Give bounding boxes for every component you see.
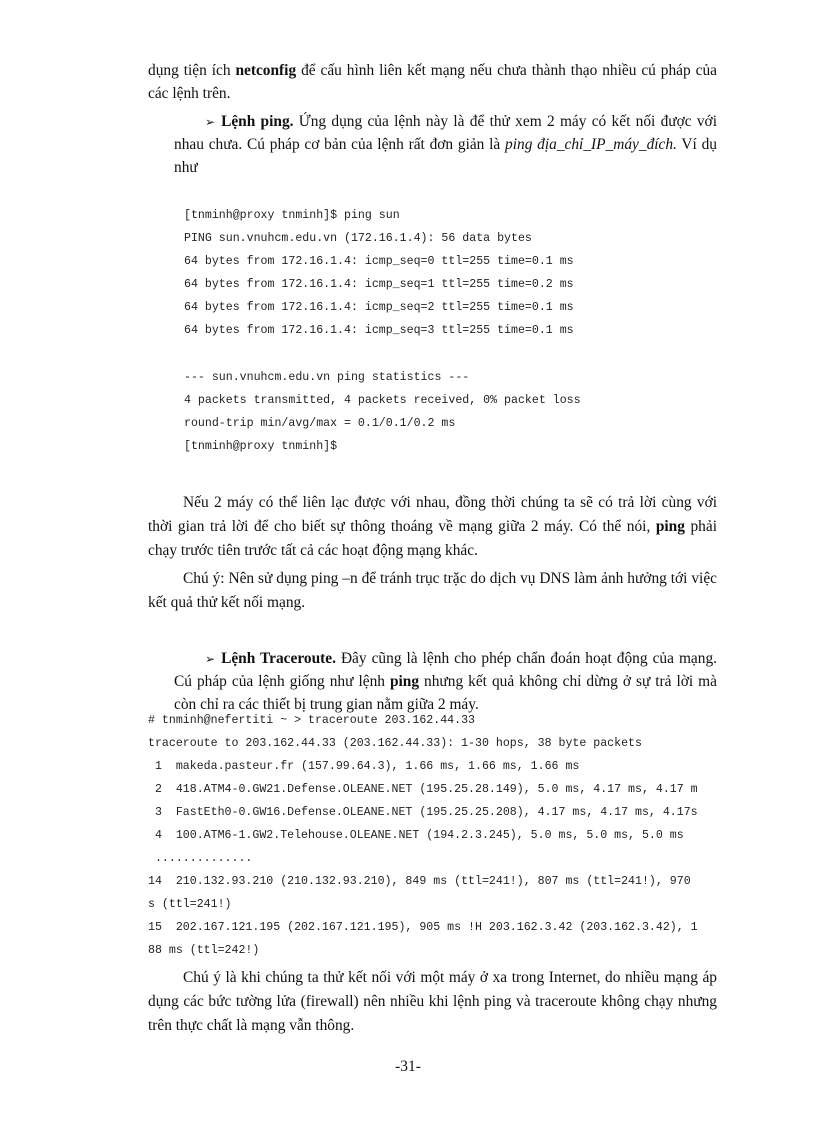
code-line: --- sun.vnuhcm.edu.vn ping statistics --- [184,371,470,384]
code-line: traceroute to 203.162.44.33 (203.162.44.33): 1-30 hops, 38 byte packets [148,737,642,750]
code-line: PING sun.vnuhcm.edu.vn (172.16.1.4): 56 data bytes [184,232,532,245]
arrow-bullet-icon: ➢ [205,115,216,129]
code-line: round-trip min/avg/max = 0.1/0.1/0.2 ms [184,417,456,430]
ping-heading-line: ➢ Lệnh ping. Ứng dụng của lệnh này là để thử xem 2 máy có kết nối được với [205,113,717,130]
note-line-2: kết quả thử kết nối mạng. [148,594,306,611]
intro-line-1: dụng tiện ích netconfig để cấu hình liên kết mạng nếu chưa thành thạo nhiều cú pháp của [148,62,717,79]
code-line: 64 bytes from 172.16.1.4: icmp_seq=2 ttl=255 time=0.1 ms [184,301,574,314]
code-line: [tnminh@proxy tnminh]$ ping sun [184,209,400,222]
code-line: s (ttl=241!) [148,898,232,911]
code-line: [tnminh@proxy tnminh]$ [184,440,338,453]
code-line: 3 FastEth0-0.GW16.Defense.OLEANE.NET (195.25.25.208), 4.17 ms, 4.17 ms, 4.17s [148,806,698,819]
code-line: 4 packets transmitted, 4 packets received, 0% packet loss [184,394,581,407]
code-line: 64 bytes from 172.16.1.4: icmp_seq=0 ttl=255 time=0.1 ms [184,255,574,268]
traceroute-title: Lệnh Traceroute. [221,650,336,667]
final-line-2: dụng các bức tường lửa (firewall) nên nhiều khi lệnh ping và traceroute không chạy nhưng [148,993,717,1010]
code-line: .............. [148,852,253,865]
code-line: # tnminh@nefertiti ~ > traceroute 203.162.44.33 [148,714,475,727]
code-line: 1 makeda.pasteur.fr (157.99.64.3), 1.66 ms, 1.66 ms, 1.66 ms [148,760,580,773]
traceroute-line-2: Cú pháp của lệnh giống như lệnh ping nhưng kết quả không chỉ dừng ở sự trả lời mà [174,673,717,690]
ping-term: ping [655,518,685,535]
ping-line-2: nhau chưa. Cú pháp cơ bản của lệnh rất đơn giản là ping địa_chỉ_IP_máy_đích. Ví dụ [174,136,717,153]
page-number: -31- [395,1058,421,1075]
para-ping-line-1: Nếu 2 máy có thể liên lạc được với nhau, đồng thời chúng ta sẽ có trả lời cùng với [183,494,717,511]
code-line: 64 bytes from 172.16.1.4: icmp_seq=1 ttl=255 time=0.2 ms [184,278,574,291]
final-line-1: Chú ý là khi chúng ta thử kết nối với một máy ở xa trong Internet, do nhiều mạng áp [183,969,717,986]
code-line: 15 202.167.121.195 (202.167.121.195), 905 ms !H 203.162.3.42 (203.162.3.42), 1 [148,921,698,934]
final-line-3: trên thực chất là mạng vẫn thông. [148,1017,355,1034]
para-ping-line-2: thời gian trả lời để cho biết sự thông thoáng về mạng giữa 2 máy. Có thể nói, ping phải [148,518,717,535]
ping-title: Lệnh ping. [221,113,294,130]
code-line: 4 100.ATM6-1.GW2.Telehouse.OLEANE.NET (194.2.3.245), 5.0 ms, 5.0 ms, 5.0 ms [148,829,684,842]
intro-line-2: các lệnh trên. [148,85,231,102]
note-line-1: Chú ý: Nên sử dụng ping –n để tránh trục trặc do dịch vụ DNS làm ảnh hưởng tới việc [183,570,717,587]
arrow-bullet-icon: ➢ [205,652,216,666]
ping-line-3: như [174,159,198,176]
code-line: 14 210.132.93.210 (210.132.93.210), 849 ms (ttl=241!), 807 ms (ttl=241!), 970 [148,875,691,888]
code-line: 88 ms (ttl=242!) [148,944,260,957]
code-line: 2 418.ATM4-0.GW21.Defense.OLEANE.NET (195.25.28.149), 5.0 ms, 4.17 ms, 4.17 m [148,783,698,796]
ping-syntax: ping địa_chỉ_IP_máy_đích. [505,136,677,153]
para-ping-line-3: chạy trước tiên trước tất cả các hoạt động mạng khác. [148,542,478,559]
code-line: 64 bytes from 172.16.1.4: icmp_seq=3 ttl=255 time=0.1 ms [184,324,574,337]
traceroute-line-3: còn chỉ ra các thiết bị trung gian nằm giữa 2 máy. [174,696,479,713]
netconfig-term: netconfig [235,62,297,79]
traceroute-heading-line: ➢ Lệnh Traceroute. Đây cũng là lệnh cho phép chẩn đoán hoạt động của mạng. [205,650,717,667]
ping-term: ping [389,673,420,690]
